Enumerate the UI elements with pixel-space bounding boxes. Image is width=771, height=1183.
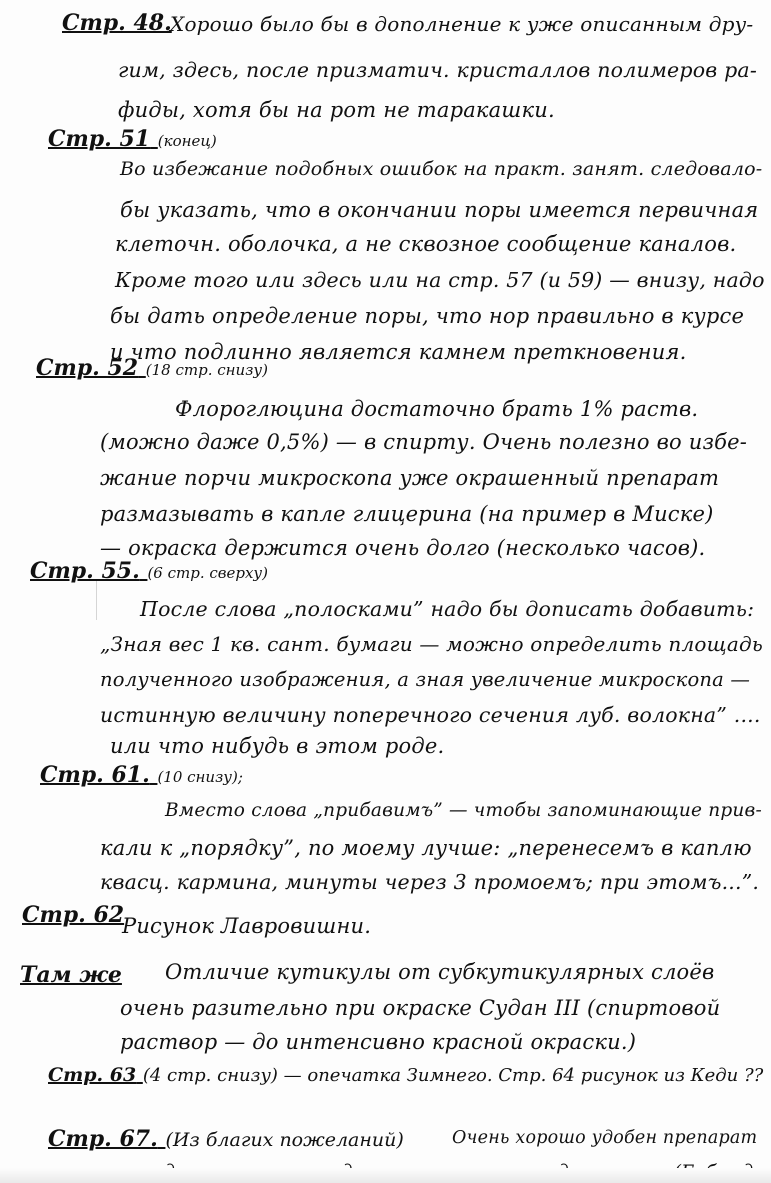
text-line: бы дать определение поры, что нор правильно в курсе (110, 304, 745, 328)
ref-note: (конец) (157, 132, 217, 150)
text-line: или что нибудь в этом роде. (110, 734, 445, 758)
text-line: кали к „порядку”, по моему лучше: „перенесемъ в каплю (100, 836, 752, 860)
text-line: и что подлинно является камнем преткновения. (110, 340, 687, 364)
page-ref-48 (62, 10, 172, 36)
ref-label: Там же (20, 962, 122, 988)
text-line: размазывать в капле глицерина (на пример в Миске) (100, 502, 714, 526)
page-ref-tam-zhe (20, 962, 122, 988)
ref-label: Стр. 63 (48, 1064, 137, 1086)
text-line: (можно даже 0,5%) — в спирту. Очень полезно во избе- (100, 430, 748, 454)
text-line: бы указать, что в окончании поры имеется первичная (120, 198, 759, 222)
text-line: Рисунок Лавровишни. (122, 914, 372, 938)
ref-label: Стр. 62 (22, 902, 125, 928)
text-line: Очень хорошо удобен препарат (452, 1128, 758, 1148)
ref-label: Стр. 67. (48, 1126, 158, 1152)
ref-note: (18 стр. снизу) (145, 361, 268, 379)
ref-label: Стр. 51 (48, 126, 151, 152)
scan-margin-mark (96, 580, 97, 620)
text-line: Кроме того или здесь или на стр. 57 (и 59) — внизу, надо (115, 268, 765, 292)
text-line: Во избежание подобных ошибок на практ. занят. следовало- (120, 158, 763, 180)
ref-label: Стр. 48. (62, 10, 172, 36)
ref-note: (4 стр. снизу) — опечатка Зимнего. Стр. 64 рисунок из Кеди ?? (142, 1065, 764, 1086)
text-line: Отличие кутикулы от субкутикулярных слоёв (165, 960, 715, 984)
text-line: полученного изображения, а зная увеличение микроскопа — (100, 668, 751, 691)
ref-note: (10 снизу); (157, 768, 243, 786)
text-line: „Зная вес 1 кв. сант. бумаги — можно определить площадь (100, 632, 763, 656)
page-ref-63 (48, 1064, 763, 1086)
text-line: Вместо слова „прибавимъ” — чтобы запоминающие прив- (165, 800, 762, 821)
text-line: раствор — до интенсивно красной окраски.) (120, 1030, 637, 1054)
page-ref-55 (30, 558, 268, 584)
ref-label: Стр. 55. (30, 558, 140, 584)
text-line: Хорошо было бы в дополнение к уже описанным дру- (170, 12, 754, 36)
text-line: очень разительно при окраске Судан III (спиртовой (120, 996, 721, 1020)
page-bottom-edge (0, 1168, 771, 1183)
page-ref-62 (22, 902, 124, 928)
text-line: гим, здесь, после призматич. кристаллов полимеров ра- (118, 58, 757, 82)
text-line: квасц. кармина, минуты через 3 промоемъ; при этомъ...”. (100, 870, 760, 894)
page-ref-67 (48, 1126, 404, 1152)
text-line: истинную величину поперечного сечения луб. волокна” .... (100, 703, 761, 727)
page-ref-52 (36, 355, 268, 381)
text-line: После слова „полосками” надо бы дописать добавить: (140, 597, 755, 621)
ref-label: Стр. 61. (40, 762, 150, 788)
text-line: клеточн. оболочка, а не сквозное сообщение каналов. (115, 232, 737, 256)
text-line: фиды, хотя бы на рот не таракашки. (118, 98, 555, 122)
text-line: Флороглюцина достаточно брать 1% раств. (175, 397, 699, 421)
text-line: — окраска держится очень долго (несколько часов). (100, 536, 706, 560)
text-line: жание порчи микроскопа уже окрашенный препарат (100, 466, 720, 490)
page-ref-51 (48, 126, 217, 152)
ref-label: Стр. 52 (36, 355, 139, 381)
page-ref-61 (40, 762, 243, 788)
ref-note: (6 стр. сверху) (147, 564, 268, 582)
ref-note: (Из благих пожеланий) (165, 1129, 404, 1151)
